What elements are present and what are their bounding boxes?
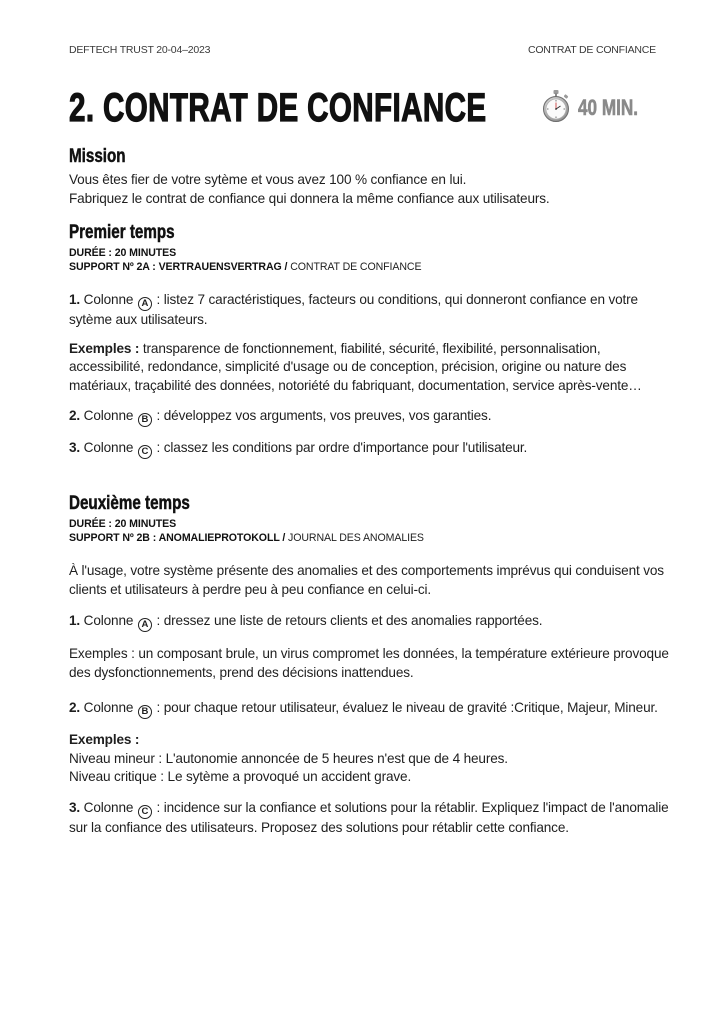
step-text: : développez vos arguments, vos preuves, vos garanties. [152, 408, 492, 423]
premier-temps-heading: Premier temps [69, 222, 175, 243]
column-a-icon: A [138, 297, 152, 311]
stopwatch-icon [541, 89, 571, 128]
step-number: 2. [69, 408, 81, 423]
premier-support [69, 260, 669, 274]
mission-line-1: Vous êtes fier de votre sytème et vous avez 100 % confiance en lui. [69, 172, 467, 187]
premier-step-1 [69, 291, 669, 330]
step-text: : dressez une liste de retours clients et des anomalies rapportées. [152, 613, 543, 628]
mission-line-2: Fabriquez le contrat de confiance qui donnera la même confiance aux utilisateurs. [69, 190, 550, 206]
step-text: : incidence sur la confiance et solutions pour la rétablir. Expliquez l'impact de l'anomalie sur la confiance des utilisateurs. Proposez des solutions pour rétablir cette confiance. [69, 799, 669, 835]
examples-text: transparence de fonctionnement, fiabilité, sécurité, flexibilité, personnalisation, accessibilité, redondance, simplicité d'usage ou de conception, précision, origine ou nature des matériaux, traçabilité des données, notoriété du fabriquant, documentation, service après-vente… [69, 340, 642, 393]
deuxieme-intro: À l'usage, votre système présente des anomalies et des comportements imprévus qui conduisent vos clients et utilisateurs à perdre peu à peu confiance en celui-ci. [69, 563, 664, 597]
deuxieme-step-3 [69, 799, 669, 838]
deuxieme-step-2 [69, 699, 669, 719]
premier-step-2 [69, 407, 669, 427]
step-number: 2. [69, 700, 81, 715]
step-number: 3. [69, 799, 81, 815]
mission-heading: Mission [69, 146, 126, 167]
running-header-right: CONTRAT DE CONFIANCE [527, 44, 656, 56]
deuxieme-temps-heading: Deuxième temps [69, 493, 190, 514]
premier-step-3 [69, 439, 669, 459]
step-prefix: Colonne [80, 799, 137, 815]
step-text: : classez les conditions par ordre d'importance pour l'utilisateur. [152, 440, 528, 455]
step-number: 3. [69, 440, 81, 455]
column-b-icon: B [138, 705, 152, 719]
examples-label: Exemples : [69, 732, 140, 747]
mission-section [69, 146, 669, 208]
premier-support-title: CONTRAT DE CONFIANCE [287, 261, 422, 273]
page-content [69, 146, 669, 837]
premier-support-code: SUPPORT Nº 2A : VERTRAUENSVERTRAG / [69, 261, 288, 273]
column-a-icon: A [138, 618, 152, 632]
step-prefix: Colonne [80, 440, 137, 455]
page-title-block [69, 86, 529, 130]
column-c-icon: C [138, 445, 152, 459]
step-text: : listez 7 caractéristiques, facteurs ou conditions, qui donneront confiance en votre sytème aux utilisateurs. [69, 292, 638, 327]
premier-duree-text: DURÉE : 20 MINUTES [69, 247, 177, 259]
step-prefix: Colonne [80, 700, 137, 715]
step-prefix: Colonne [80, 408, 137, 423]
examples-label: Exemples : [69, 340, 140, 356]
step-number: 1. [69, 613, 81, 628]
deuxieme-duree [69, 517, 669, 531]
column-b-icon: B [138, 413, 152, 427]
example-critical: Niveau critique : Le sytème a provoqué un accident grave. [69, 769, 412, 784]
premier-examples [69, 340, 669, 396]
example-minor: Niveau mineur : L'autonomie annoncée de 5 heures n'est que de 4 heures. [69, 750, 508, 766]
premier-temps-section [69, 222, 669, 459]
step-number: 1. [69, 292, 81, 307]
page-title: 2. CONTRAT DE CONFIANCE [69, 86, 487, 130]
deuxieme-step-1 [69, 612, 669, 632]
deuxieme-duree-text: DURÉE : 20 MINUTES [69, 518, 177, 530]
running-header-left: DEFTECH TRUST 20-04–2023 [69, 44, 211, 56]
duration-badge [541, 90, 655, 126]
duration-label: 40 MIN. [578, 95, 639, 120]
step-prefix: Colonne [80, 613, 137, 628]
step-text: : pour chaque retour utilisateur, évaluez le niveau de gravité :Critique, Majeur, Mineur. [152, 700, 658, 715]
deuxieme-support-title: JOURNAL DES ANOMALIES [285, 532, 424, 544]
deuxieme-temps-section [69, 493, 669, 837]
column-c-icon: C [138, 805, 152, 819]
step-prefix: Colonne [80, 292, 137, 307]
premier-duree [69, 246, 669, 260]
deuxieme-support-code: SUPPORT Nº 2B : ANOMALIEPROTOKOLL / [69, 532, 286, 544]
deuxieme-examples-1: Exemples : un composant brule, un virus compromet les données, la température extérieure provoque des dysfonctionnements, prend des décisions inattendues. [69, 646, 669, 680]
deuxieme-examples-2 [69, 731, 669, 787]
deuxieme-support [69, 531, 669, 545]
